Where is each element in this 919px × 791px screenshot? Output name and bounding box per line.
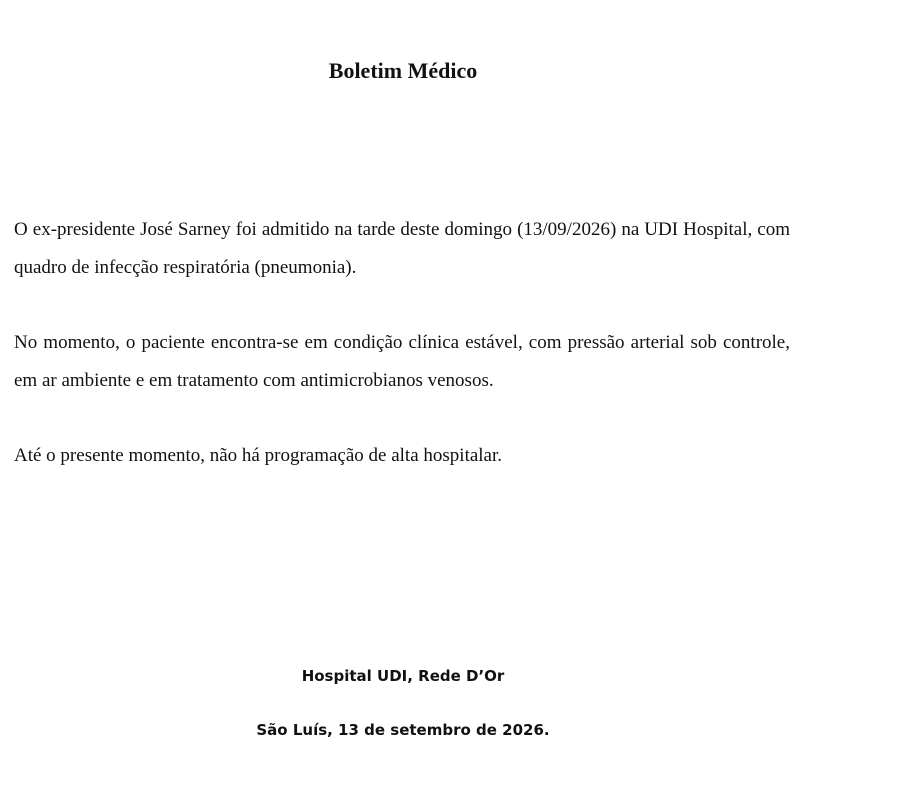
footer-organization: Hospital UDI, Rede D’Or bbox=[301, 667, 505, 685]
paragraph-condition: No momento, o paciente encontra-se em condição clínica estável, com pressão arterial sob controle, em ar ambiente e em tratamento com antimicrobianos venosos. bbox=[14, 332, 790, 391]
document-body bbox=[14, 211, 790, 512]
footer-date-line: São Luís, 13 de setembro de 2026. bbox=[256, 721, 550, 739]
paragraph-discharge: Até o presente momento, não há programação de alta hospitalar. bbox=[14, 445, 503, 466]
paragraph-admission: O ex-presidente José Sarney foi admitido na tarde deste domingo (13/09/2026) na UDI Hospital, com quadro de infecção respiratória (pneumonia). bbox=[14, 219, 790, 278]
document-title: Boletim Médico bbox=[328, 58, 478, 83]
